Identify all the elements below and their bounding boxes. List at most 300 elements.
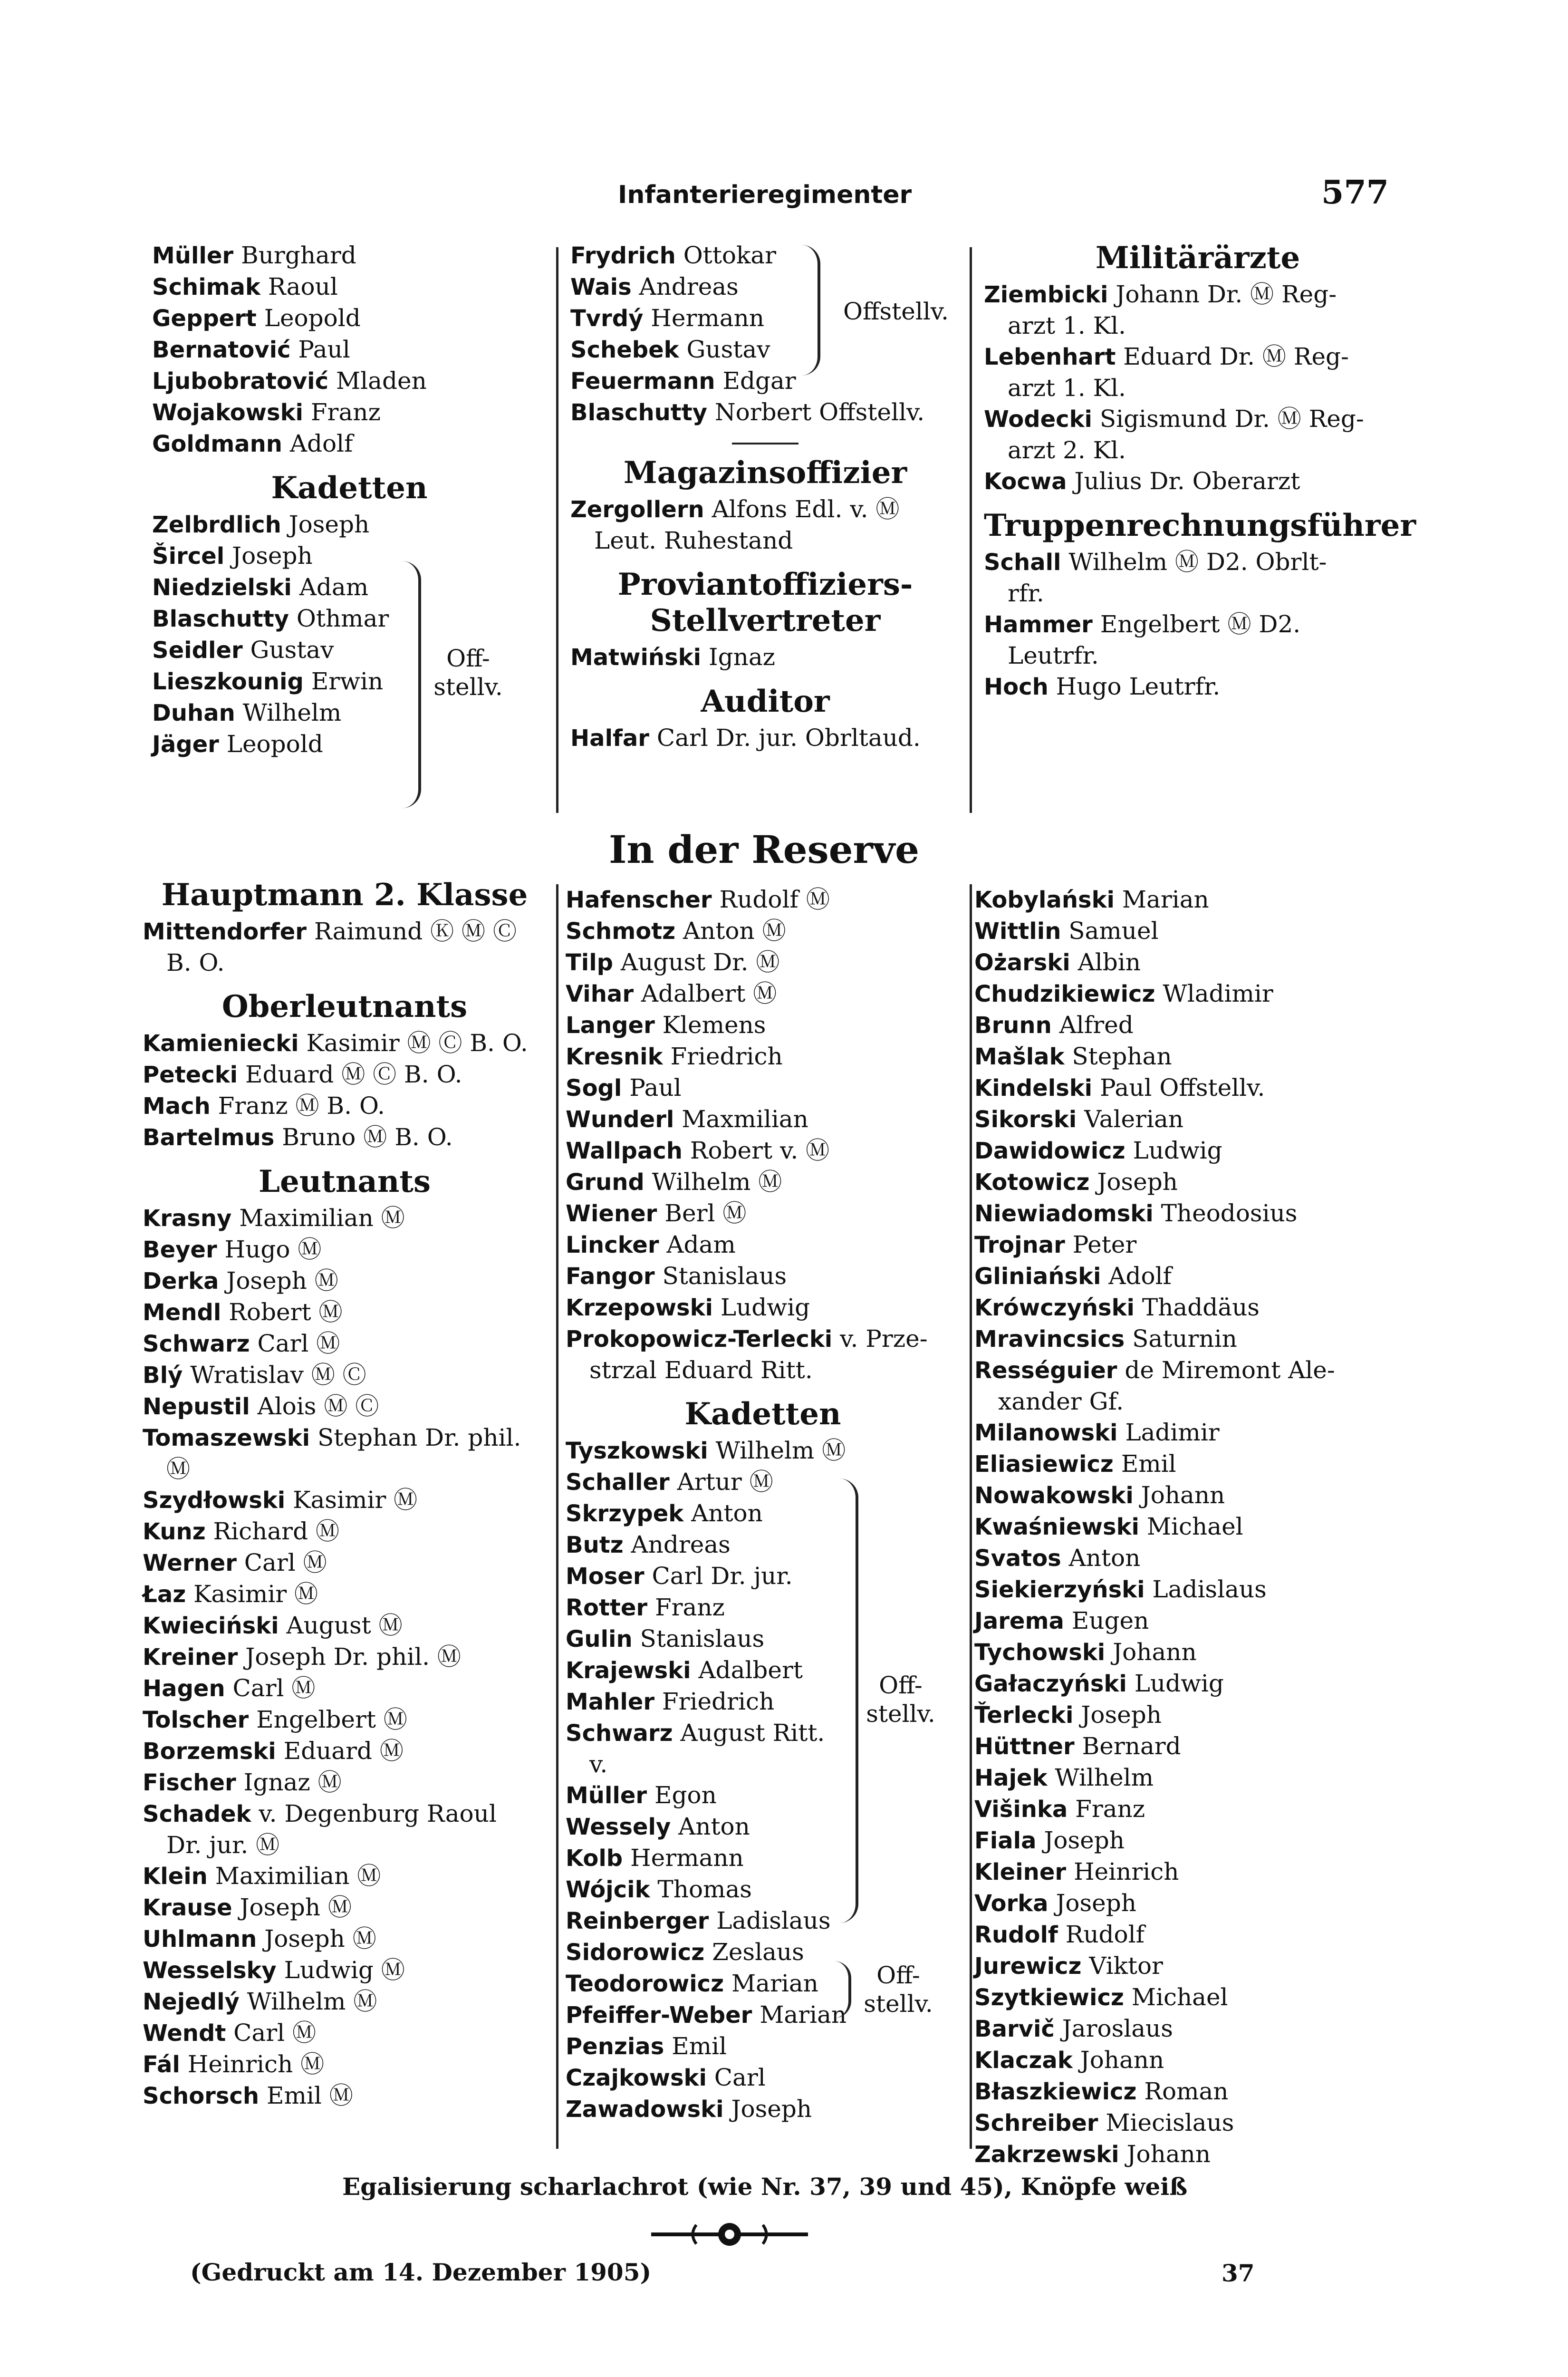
- list-item: [566, 1623, 960, 1655]
- given-name: Franz Ⓜ B. O.: [210, 1092, 385, 1120]
- list-item: [143, 1547, 547, 1579]
- list-item: [974, 1324, 1402, 1355]
- given-name: Paul: [290, 336, 350, 363]
- paymaster-list: [984, 547, 1412, 703]
- list-item: [984, 279, 1412, 310]
- given-name: Kasimir Ⓜ: [285, 1486, 418, 1514]
- surname: Duhan: [152, 700, 235, 726]
- given-name: Marian: [1114, 886, 1209, 913]
- surname: Beyer: [143, 1237, 217, 1263]
- surname: Dawidowicz: [974, 1138, 1125, 1164]
- surname: Czajkowski: [566, 2065, 707, 2091]
- officer-list: [570, 494, 960, 556]
- surname: Schimak: [152, 274, 260, 300]
- given-name: Othmar: [289, 605, 389, 632]
- given-name: Anton Ⓜ: [675, 917, 786, 945]
- given-name: Johann: [1072, 2046, 1164, 2074]
- given-name: August Ⓜ: [279, 1612, 403, 1639]
- surname: Svatos: [974, 1545, 1061, 1572]
- given-name: Ludwig: [1126, 1670, 1224, 1697]
- surname: Gałaczyński: [974, 1671, 1127, 1697]
- surname: Halfar: [570, 725, 649, 752]
- egalisierung-line: Egalisierung scharlachrot (wie Nr. 37, 39 und 45), Knöpfe weiß: [342, 2173, 1188, 2201]
- surname: Tvrdý: [570, 305, 644, 332]
- cadet-list: [152, 509, 547, 760]
- given-name: Eduard Dr. Ⓜ Reg-: [1116, 343, 1349, 370]
- list-item: [152, 428, 547, 460]
- list-item: [984, 609, 1412, 640]
- surname: Jurewicz: [974, 1953, 1082, 1980]
- section-heading: Proviantoffiziers-Stellvertreter: [617, 567, 913, 638]
- surname: Wunderl: [566, 1106, 674, 1133]
- surname: Goldmann: [152, 431, 282, 457]
- list-item: [143, 1234, 547, 1266]
- given-name: Thomas: [650, 1875, 752, 1903]
- list-item: [974, 2076, 1402, 2107]
- surname: Skrzypek: [566, 1500, 684, 1527]
- given-name: Ludwig: [712, 1294, 810, 1321]
- surname: Nepustil: [143, 1393, 250, 1420]
- surname: Kocwa: [984, 468, 1067, 495]
- list-item: [152, 271, 547, 303]
- given-name: Engelbert Ⓜ: [249, 1706, 407, 1733]
- column-rule: [556, 247, 558, 813]
- cadet-list: [566, 1435, 960, 1905]
- surname: Blý: [143, 1362, 183, 1389]
- list-item: [974, 1574, 1402, 1605]
- given-name: Gustav: [242, 636, 334, 664]
- list-item: [143, 1391, 547, 1422]
- surname: Rudolf: [974, 1922, 1058, 1948]
- surname: Kwieciński: [143, 1613, 279, 1639]
- surname: Kolb: [566, 1845, 623, 1872]
- given-name: Emil Ⓜ: [259, 2082, 353, 2109]
- list-item: [143, 1028, 547, 1059]
- list-item: [566, 1561, 960, 1592]
- column-rule: [556, 884, 558, 2149]
- list-item: [974, 916, 1402, 947]
- given-name: Johann: [1133, 1481, 1225, 1509]
- list-item: [143, 1955, 547, 1986]
- given-name: de Miremont Ale-: [1117, 1356, 1335, 1384]
- surname: Schadek: [143, 1801, 251, 1827]
- given-name: Bruno Ⓜ B. O.: [274, 1123, 453, 1151]
- list-item: [143, 1203, 547, 1234]
- list-item: [566, 1073, 960, 1104]
- surname: Teodorowicz: [566, 1971, 724, 1997]
- given-name: Carl Dr. jur.: [644, 1562, 793, 1590]
- bracket: [399, 561, 421, 808]
- list-item: [143, 1767, 547, 1798]
- given-name: Ladislaus: [709, 1907, 831, 1934]
- officer-list: [974, 884, 1402, 2170]
- list-item: [974, 1449, 1402, 1480]
- list-item: [143, 1861, 547, 1892]
- surname: Wittlin: [974, 918, 1061, 945]
- given-name: Adam: [659, 1231, 736, 1258]
- given-name: Franz: [1068, 1795, 1145, 1823]
- list-item: [143, 1328, 547, 1360]
- surname: Hafenscher: [566, 887, 712, 913]
- officer-list: [570, 723, 960, 754]
- list-item: [143, 1297, 547, 1328]
- surname: Krówczyński: [974, 1295, 1135, 1321]
- list-item: [974, 1951, 1402, 1982]
- given-name: Anton: [671, 1813, 750, 1840]
- list-item: [974, 2107, 1402, 2139]
- given-name: Adolf: [1101, 1262, 1172, 1290]
- list-item-continuation: Ⓜ: [166, 1455, 190, 1483]
- surname: Niewiadomski: [974, 1200, 1154, 1227]
- given-name: Joseph Ⓜ: [219, 1267, 338, 1295]
- surname: Kamieniecki: [143, 1030, 299, 1057]
- given-name: Friedrich: [663, 1043, 783, 1070]
- list-item: [974, 1135, 1402, 1167]
- surname: Kresnik: [566, 1044, 663, 1070]
- given-name: Ignaz: [701, 643, 776, 671]
- surname: Werner: [143, 1550, 237, 1576]
- list-item: [143, 1122, 547, 1153]
- list-item: [152, 697, 547, 729]
- given-name: Viktor: [1081, 1952, 1163, 1980]
- surname: Chudzikiewicz: [974, 981, 1155, 1007]
- list-item: [974, 1292, 1402, 1324]
- given-name: Andreas: [623, 1531, 731, 1558]
- given-name: Joseph: [1048, 1889, 1136, 1917]
- surname: Schreiber: [974, 2110, 1098, 2136]
- list-item: [974, 1982, 1402, 2013]
- bracket: [834, 1961, 851, 2018]
- given-name: Roman: [1136, 2077, 1229, 2105]
- given-name: Carl Ⓜ: [225, 1674, 316, 1702]
- surname: Kotowicz: [974, 1169, 1090, 1196]
- surname: Wendt: [143, 2020, 226, 2047]
- list-item: [566, 1135, 960, 1167]
- given-name: Carl Dr. jur. Obrltaud.: [649, 724, 921, 752]
- surname: Ťerlecki: [974, 1702, 1074, 1729]
- given-name: Johann: [1105, 1638, 1197, 1666]
- surname: Kunz: [143, 1518, 206, 1545]
- surname: Tilp: [566, 949, 614, 976]
- given-name: Carl Ⓜ: [226, 2019, 317, 2047]
- surname: Müller: [152, 242, 234, 269]
- section-heading: Oberleutnants: [221, 989, 468, 1024]
- surname: Blaschutty: [152, 606, 289, 632]
- reserve-col-1: [143, 877, 547, 2112]
- surname: Wais: [570, 274, 632, 300]
- list-item: [570, 397, 960, 428]
- list-item: [974, 1261, 1402, 1292]
- bracket-label: Off-stellv.: [433, 645, 503, 701]
- surname: Hammer: [984, 611, 1093, 638]
- section-heading: Leutnants: [259, 1164, 431, 1199]
- given-name: August Ritt.: [673, 1719, 825, 1747]
- given-name: Richard Ⓜ: [205, 1517, 339, 1545]
- given-name: Ladislaus: [1145, 1575, 1267, 1603]
- list-item: [152, 303, 547, 334]
- given-name: Ladimir: [1117, 1419, 1220, 1446]
- section-heading: Truppenrechnungsführer: [984, 508, 1416, 543]
- list-item: [570, 723, 960, 754]
- list-item: [143, 2018, 547, 2049]
- list-item-continuation: strzal Eduard Ritt.: [589, 1356, 813, 1384]
- surname: Tychowski: [974, 1639, 1106, 1666]
- given-name: Franz: [647, 1594, 725, 1621]
- list-item: [566, 884, 960, 916]
- surname: Grund: [566, 1169, 645, 1196]
- surname: Wodecki: [984, 406, 1092, 433]
- list-item: [143, 1892, 547, 1923]
- running-head: Infanterieregimenter: [618, 181, 912, 209]
- list-item: [152, 509, 547, 541]
- list-item: [143, 1673, 547, 1704]
- list-item: [566, 1324, 960, 1355]
- list-item: [566, 1874, 960, 1905]
- surname: Bernatović: [152, 337, 291, 363]
- list-item: [974, 2139, 1402, 2170]
- given-name: Adalbert Ⓜ: [634, 980, 777, 1007]
- surname: Rotter: [566, 1594, 648, 1621]
- surname: Wallpach: [566, 1138, 683, 1164]
- surname: Jäger: [152, 731, 219, 758]
- list-item: [143, 1266, 547, 1297]
- given-name: Paul: [622, 1074, 682, 1102]
- list-item: [974, 1700, 1402, 1731]
- surname: Pfeiffer-Weber: [566, 2002, 752, 2029]
- given-name: Stanislaus: [654, 1262, 787, 1290]
- list-item: [974, 1480, 1402, 1511]
- given-name: Marian: [724, 1970, 818, 1997]
- list-item: [143, 1798, 547, 1830]
- given-name: Egon: [647, 1781, 717, 1809]
- bracket-label: Offstellv.: [843, 298, 949, 325]
- list-item: [570, 240, 960, 271]
- section-heading: Hauptmann 2. Klasse: [161, 877, 528, 913]
- surname: Feuermann: [570, 368, 715, 395]
- surname: Mach: [143, 1093, 211, 1120]
- surname: Hagen: [143, 1675, 225, 1702]
- surname: Krajewski: [566, 1657, 691, 1684]
- given-name: Joseph: [224, 542, 313, 570]
- list-item: [984, 671, 1412, 703]
- surname: Višinka: [974, 1796, 1068, 1823]
- bracket: [837, 1478, 858, 1923]
- surname: Ożarski: [974, 949, 1070, 976]
- list-item: [152, 397, 547, 428]
- given-name: v. Degenburg Raoul: [251, 1800, 497, 1827]
- list-item: [566, 1811, 960, 1843]
- surname: Zelbrdlich: [152, 512, 281, 538]
- list-item: [974, 1762, 1402, 1794]
- given-name: Maxmilian: [674, 1105, 808, 1133]
- list-item: [974, 2045, 1402, 2076]
- list-item: [974, 1794, 1402, 1825]
- list-item: [566, 1498, 960, 1529]
- surname: Nejedlý: [143, 1989, 240, 2015]
- surname: Szytkiewicz: [974, 1984, 1124, 2011]
- given-name: Theodosius: [1153, 1199, 1298, 1227]
- surname: Hüttner: [974, 1733, 1075, 1760]
- given-name: Albin: [1070, 948, 1141, 976]
- list-item: [570, 334, 960, 366]
- surname: Mittendorfer: [143, 918, 307, 945]
- officer-list: [143, 1203, 547, 2112]
- given-name: Alfred: [1051, 1011, 1134, 1039]
- given-name: Saturnin: [1125, 1325, 1237, 1353]
- list-item: [143, 1923, 547, 1955]
- surname: Petecki: [143, 1062, 238, 1088]
- given-name: Wilhelm Ⓜ: [708, 1437, 846, 1464]
- given-name: Andreas: [631, 273, 739, 300]
- list-item-continuation: rfr.: [1008, 580, 1044, 607]
- list-item: [974, 2013, 1402, 2045]
- given-name: Wilhelm Ⓜ D2. Obrlt-: [1061, 548, 1327, 576]
- list-item: [152, 572, 547, 603]
- list-item: [984, 466, 1412, 497]
- given-name: Anton: [1061, 1544, 1141, 1572]
- list-item: [974, 884, 1402, 916]
- given-name: Edgar: [715, 367, 796, 395]
- list-item: [566, 1041, 960, 1073]
- given-name: Eugen: [1064, 1607, 1149, 1634]
- given-name: Hermann: [623, 1844, 744, 1872]
- given-name: v. Prze-: [832, 1325, 928, 1353]
- list-item: [566, 1529, 960, 1561]
- list-item: [974, 1511, 1402, 1543]
- surname: Zakrzewski: [974, 2141, 1119, 2168]
- list-item: [974, 1010, 1402, 1041]
- given-name: Stephan: [1064, 1043, 1172, 1070]
- list-item: [974, 1605, 1402, 1637]
- section-heading: Auditor: [701, 684, 830, 719]
- list-item: [974, 1417, 1402, 1449]
- surname: Łaz: [143, 1581, 186, 1608]
- surname: Błaszkiewicz: [974, 2078, 1137, 2105]
- given-name: Adam: [291, 573, 369, 601]
- surname: Kindelski: [974, 1075, 1093, 1102]
- given-name: Norbert Offstellv.: [707, 398, 925, 426]
- given-name: Leopold: [256, 304, 361, 332]
- column-rule: [970, 884, 972, 2149]
- officer-list: [570, 642, 960, 673]
- given-name: Rudolf: [1058, 1921, 1145, 1948]
- given-name: Eduard Ⓜ: [276, 1737, 404, 1765]
- given-name: Leopold: [219, 730, 323, 758]
- given-name: August Dr. Ⓜ: [613, 948, 780, 976]
- given-name: Joseph Ⓜ: [232, 1894, 352, 1921]
- given-name: Hermann: [643, 304, 764, 332]
- given-name: Adalbert: [691, 1656, 803, 1684]
- given-name: Raoul: [260, 273, 338, 300]
- surname: Derka: [143, 1268, 219, 1295]
- list-item: [143, 1610, 547, 1642]
- list-item: [143, 1704, 547, 1736]
- divider: [732, 443, 798, 444]
- list-item: [566, 1198, 960, 1229]
- given-name: Wilhelm: [1047, 1764, 1154, 1791]
- list-item: [143, 2080, 547, 2112]
- list-item: [974, 1731, 1402, 1762]
- surname: Nowakowski: [974, 1482, 1134, 1509]
- surname: Mašlak: [974, 1044, 1065, 1070]
- list-item: [974, 1104, 1402, 1135]
- given-name: Thaddäus: [1134, 1294, 1260, 1321]
- given-name: Joseph Ⓜ: [257, 1925, 376, 1952]
- list-item: [566, 2062, 960, 2094]
- given-name: Carl Ⓜ: [250, 1330, 340, 1357]
- list-item: [984, 404, 1412, 435]
- given-name: Franz: [303, 398, 381, 426]
- given-name: Eduard Ⓜ Ⓒ B. O.: [238, 1061, 462, 1088]
- given-name: Johann Dr. Ⓜ Reg-: [1108, 280, 1337, 308]
- surname: Tomaszewski: [143, 1425, 310, 1451]
- list-item-continuation: xander Gf.: [998, 1388, 1124, 1415]
- surname: Vihar: [566, 981, 634, 1007]
- surname: Lebenhart: [984, 344, 1116, 370]
- given-name: Kasimir Ⓜ: [186, 1580, 318, 1608]
- surname: Butz: [566, 1532, 624, 1558]
- surname: Mendl: [143, 1299, 221, 1326]
- officer-list: [143, 916, 547, 978]
- list-item: [152, 729, 547, 760]
- given-name: Marian: [752, 2001, 847, 2029]
- given-name: Michael: [1139, 1513, 1243, 1540]
- surname: Geppert: [152, 305, 257, 332]
- list-item: [974, 1856, 1402, 1888]
- surname: Brunn: [974, 1012, 1052, 1039]
- given-name: Carl Ⓜ: [236, 1549, 327, 1576]
- surname: Jarema: [974, 1608, 1064, 1634]
- list-item: [974, 947, 1402, 978]
- list-item: [152, 366, 547, 397]
- column-rule: [970, 247, 972, 813]
- list-item: [566, 1905, 960, 1937]
- list-item: [974, 1825, 1402, 1856]
- list-item-continuation: B. O.: [166, 949, 225, 976]
- list-item: [143, 1516, 547, 1547]
- list-item: [570, 494, 960, 525]
- list-item: [974, 1637, 1402, 1668]
- given-name: Maximilian Ⓜ: [231, 1204, 405, 1232]
- surname: Wojakowski: [152, 399, 303, 426]
- given-name: Bernard: [1074, 1732, 1181, 1760]
- list-item: [143, 2049, 547, 2080]
- list-item: [974, 978, 1402, 1010]
- given-name: Joseph: [1073, 1701, 1162, 1729]
- given-name: Ludwig Ⓜ: [276, 1956, 405, 1984]
- given-name: Burghard: [233, 242, 356, 269]
- list-item: [143, 1579, 547, 1610]
- upper-col-3: [984, 240, 1416, 703]
- surname: Wessely: [566, 1814, 671, 1840]
- given-name: Jaroslaus: [1054, 2015, 1173, 2042]
- surname: Hajek: [974, 1765, 1048, 1791]
- given-name: Hugo Ⓜ: [217, 1236, 322, 1263]
- given-name: Anton: [683, 1499, 763, 1527]
- bracket-label: Off-stellv.: [866, 1672, 935, 1728]
- surname: Gulin: [566, 1626, 633, 1652]
- list-item: [570, 642, 960, 673]
- given-name: Heinrich: [1066, 1858, 1179, 1885]
- list-item: [974, 1355, 1402, 1386]
- given-name: Stephan Dr. phil.: [310, 1424, 521, 1451]
- surname: Krasny: [143, 1205, 232, 1232]
- given-name: Miecislaus: [1098, 2109, 1234, 2136]
- list-item: [152, 240, 547, 271]
- bracket-label: Off-stellv.: [864, 1962, 933, 2018]
- list-item: [152, 334, 547, 366]
- list-item-continuation: Leut. Ruhestand: [594, 527, 793, 554]
